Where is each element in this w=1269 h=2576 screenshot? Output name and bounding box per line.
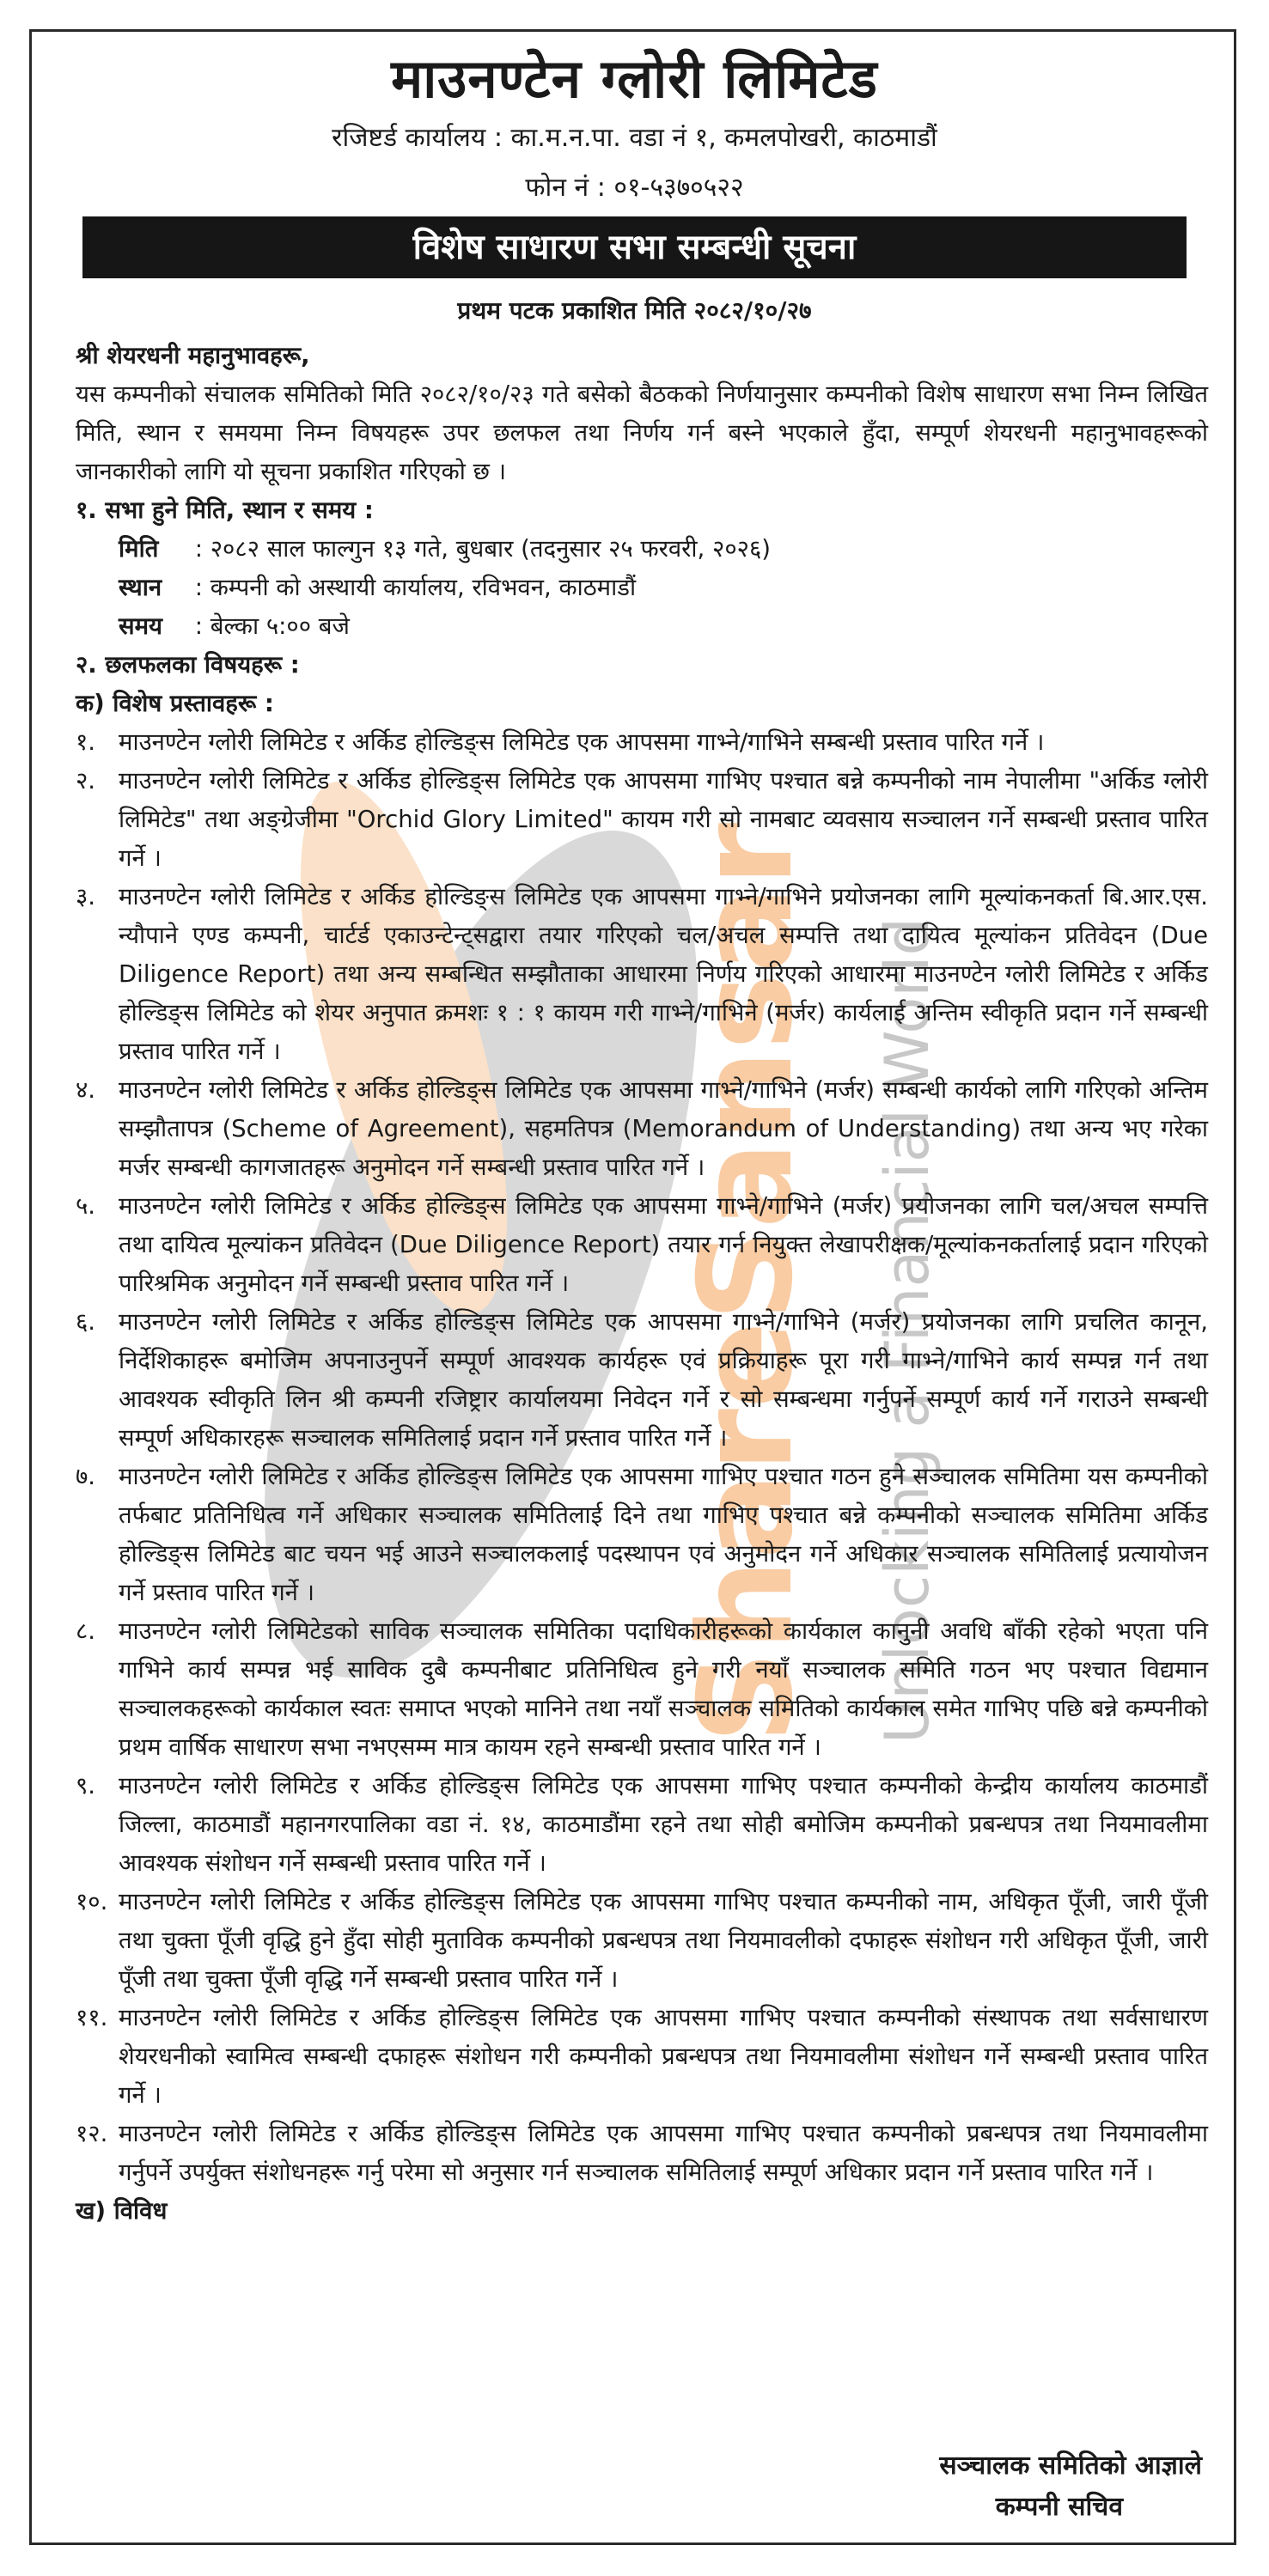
resolution-number: ९. [76, 1772, 96, 1800]
resolution-item [76, 1071, 1208, 1187]
resolution-item [76, 1999, 1208, 2115]
meeting-date-value: : २०८२ साल फाल्गुन १३ गते, बुधबार (तदनुसार २५ फरवरी, २०२६) [194, 535, 771, 563]
resolution-item [76, 1303, 1208, 1458]
resolution-number: ६. [76, 1308, 96, 1336]
resolution-text: माउनण्टेन ग्लोरी लिमिटेड र अर्किड होल्डिङ्स लिमिटेड एक आपसमा गाभिए पश्चात कम्पनीको केन्द्रीय कार्यालय काठमाडौं जिल्ला, काठमाडौं महानगरपालिका वडा नं. १४, काठमाडौंमा रहने तथा सोही बमोजिम कम्पनीको प्रबन्धपत्र तथा नियमावलीमा आवश्यक संशोधन गर्ने सम्बन्धी प्रस्ताव पारित गर्ने । [119, 1772, 1208, 1877]
publication-date: प्रथम पटक प्रकाशित मिति २०८२/१०/२७ [457, 296, 812, 325]
resolution-text: माउनण्टेन ग्लोरी लिमिटेड र अर्किड होल्डिङ्स लिमिटेड एक आपसमा गाभिए पश्चात बन्ने कम्पनीको नाम नेपालीमा "अर्किड ग्लोरी लिमिटेड" तथा अङ्ग्रेजीमा "Orchid Glory Limited" कायम गरी सो नामबाट व्यवसाय सञ्चालन गर्ने सम्बन्धी प्रस्ताव पारित गर्ने । [119, 767, 1208, 872]
resolution-item [76, 762, 1208, 878]
notice-title-banner: विशेष साधारण सभा सम्बन्धी सूचना [82, 216, 1187, 278]
meeting-date-label: मिति [119, 535, 159, 563]
registered-address: रजिष्टर्ड कार्यालय : का.म.न.पा. वडा नं १, कमलपोखरी, काठमाडौं [332, 123, 937, 153]
resolution-text: माउनण्टेन ग्लोरी लिमिटेड र अर्किड होल्डिङ्स लिमिटेड एक आपसमा गाभ्ने/गाभिने (मर्जर) सम्बन्धी कार्यको लागि गरिएको अन्तिम सम्झौतापत्र (Scheme of Agreement), सहमतिपत्र (Memorandum of Understanding) तथा अन्य भए गरेका मर्जर सम्बन्धी कागजातहरू अनुमोदन गर्ने सम्बन्धी प्रस्ताव पारित गर्ने । [119, 1076, 1208, 1181]
intro-paragraph: यस कम्पनीको संचालक समितिको मिति २०८२/१०/२३ गते बसेको बैठकको निर्णयानुसार कम्पनीको विशेष साधारण सभा निम्न लिखित मिति, स्थान र समयमा निम्न विषयहरू उपर छलफल तथा निर्णय गर्न बस्ने भएकाले हुँदा, सम्पूर्ण शेयरधनी महानुभावहरूको जानकारीको लागि यो सूचना प्रकाशित गरिएको छ । [76, 381, 1208, 485]
section-2-heading: २. छलफलका विषयहरू : [76, 651, 300, 679]
resolution-item [76, 878, 1208, 1071]
resolution-text: माउनण्टेन ग्लोरी लिमिटेड र अर्किड होल्डिङ्स लिमिटेड एक आपसमा गाभिए पश्चात गठन हुने सञ्चालक समितिमा यस कम्पनीको तर्फबाट प्रतिनिधित्व गर्ने अधिकार सञ्चालक समितिलाई दिने तथा गाभिए पश्चात बन्ने कम्पनीको सञ्चालक समितिमा अर्किड होल्डिङ्स लिमिटेड बाट चयन भई आउने सञ्चालकलाई पदस्थापन एवं अनुमोदन गर्ने अधिकार सञ्चालक समितिलाई प्रत्यायोजन गर्ने प्रस्ताव पारित गर्ने । [119, 1463, 1208, 1606]
resolution-number: १२. [76, 2120, 108, 2147]
resolution-text: माउनण्टेन ग्लोरी लिमिटेड र अर्किड होल्डिङ्स लिमिटेड एक आपसमा गाभ्ने/गाभिने प्रयोजनका लागि मूल्यांकनकर्ता बि.आर.एस. न्यौपाने एण्ड कम्पनी, चार्टर्ड एकाउन्टेन्ट्सद्वारा तयार गरिएको चल/अचल सम्पत्ति तथा दायित्व मूल्यांकन प्रतिवेदन (Due Diligence Report) तथा अन्य सम्बन्धित सम्झौताका आधारमा निर्णय गरिएको आधारमा माउनण्टेन ग्लोरी लिमिटेड र अर्किड होल्डिङ्स लिमिटेड को शेयर अनुपात क्रमशः १ : १ कायम गरी गाभ्ने/गाभिने (मर्जर) कार्यलाई अन्तिम स्वीकृति प्रदान गर्ने सम्बन्धी प्रस्ताव पारित गर्ने । [119, 883, 1208, 1065]
resolution-number: ५. [76, 1192, 96, 1220]
resolution-number: ४. [76, 1076, 96, 1104]
resolution-item [76, 2115, 1208, 2192]
misc-heading: ख) विविध [76, 2197, 168, 2225]
meeting-time-label: समय [119, 612, 162, 640]
company-name: माउनण्टेन ग्लोरी लिमिटेड [391, 47, 878, 110]
resolution-text: माउनण्टेन ग्लोरी लिमिटेड र अर्किड होल्डिङ्स लिमिटेड एक आपसमा गाभ्ने/गाभिने (मर्जर) प्रयोजनका लागि प्रचलित कानून, निर्देशिकाहरू बमोजिम अपनाउनुपर्ने सम्पूर्ण आवश्यक कार्यहरू एवं प्रक्रियाहरू पूरा गरी गाभ्ने/गाभिने कार्य सम्पन्न गर्न तथा आवश्यक स्वीकृति लिन श्री कम्पनी रजिष्ट्रार कार्यालयमा निवेदन गर्ने र सो सम्बन्धमा गर्नुपर्ने सम्पूर्ण कार्य गर्ने गराउने सम्बन्धी सम्पूर्ण अधिकारहरू सञ्चालक समितिलाई प्रदान गर्ने प्रस्ताव पारित गर्ने । [119, 1308, 1208, 1452]
resolution-text: माउनण्टेन ग्लोरी लिमिटेड र अर्किड होल्डिङ्स लिमिटेड एक आपसमा गाभिए पश्चात कम्पनीको प्रबन्धपत्र तथा नियमावलीमा गर्नुपर्ने उपर्युक्त संशोधनहरू गर्नु परेमा सो अनुसार गर्न सञ्चालक समितिलाई सम्पूर्ण अधिकार प्रदान गर्ने प्रस्ताव पारित गर्ने । [119, 2120, 1208, 2186]
resolution-number: ७. [76, 1463, 96, 1490]
meeting-time-row [76, 607, 1208, 646]
signature-line-order: सञ्चालक समितिको आज्ञाले [939, 2451, 1202, 2481]
resolution-item [76, 1767, 1208, 1883]
resolution-text: माउनण्टेन ग्लोरी लिमिटेड र अर्किड होल्डिङ्स लिमिटेड एक आपसमा गाभिए पश्चात कम्पनीको नाम, अधिकृत पूँजी, जारी पूँजी तथा चुक्ता पूँजी वृद्धि हुने हुँदा सोही मुताविक कम्पनीको प्रबन्धपत्र तथा नियमावलीको दफाहरू संशोधन गरी अधिकृत पूँजी, जारी पूँजी तथा चुक्ता पूँजी वृद्धि गर्ने सम्बन्धी प्रस्ताव पारित गर्ने । [119, 1888, 1208, 1993]
resolution-item [76, 1612, 1208, 1767]
watermark-tagline-text: Unlocking a Financial World [872, 917, 943, 1744]
resolution-number: ३. [76, 883, 96, 910]
meeting-place-label: स्थान [119, 574, 162, 601]
resolution-list [76, 723, 1208, 2192]
meeting-date-row [76, 530, 1208, 569]
resolution-text: माउनण्टेन ग्लोरी लिमिटेडको साविक सञ्चालक समितिका पदाधिकारीहरूको कार्यकाल कानुनी अवधि बाँकी रहेको भएता पनि गाभिने कार्य सम्पन्न भई साविक दुबै कम्पनीबाट प्रतिनिधित्व हुने गरी नयाँ सञ्चालक समिति गठन भए पश्चात विद्यमान सञ्चालकहरूको कार्यकाल स्वतः समाप्त भएको मानिने तथा नयाँ सञ्चालक समितिको कार्यकाल समेत गाभिए पछि बन्ने कम्पनीको प्रथम वार्षिक साधारण सभा नभएसम्म मात्र कायम रहने सम्बन्धी प्रस्ताव पारित गर्ने । [119, 1617, 1208, 1761]
signature-company-secretary: कम्पनी सचिव [995, 2492, 1123, 2522]
meeting-place-value: : कम्पनी को अस्थायी कार्यालय, रविभवन, काठमाडौं [194, 574, 637, 601]
resolution-item [76, 723, 1208, 762]
resolution-number: ११. [76, 2004, 108, 2031]
resolution-item [76, 1883, 1208, 1999]
greeting: श्री शेयरधनी महानुभावहरू, [76, 342, 310, 369]
meeting-place-row [76, 569, 1208, 607]
resolution-item [76, 1458, 1208, 1612]
resolution-text: माउनण्टेन ग्लोरी लिमिटेड र अर्किड होल्डिङ्स लिमिटेड एक आपसमा गाभिए पश्चात कम्पनीको संस्थापक तथा सर्वसाधारण शेयरधनीको स्वामित्व सम्बन्धी दफाहरू संशोधन गरी कम्पनीको प्रबन्धपत्र तथा नियमावलीमा संशोधन गर्ने सम्बन्धी प्रस्ताव पारित गर्ने । [119, 2004, 1208, 2109]
section-1-heading: १. सभा हुने मिति, स्थान र समय : [76, 496, 374, 524]
resolution-number: १. [76, 728, 96, 756]
meeting-time-value: : बेल्का ५:०० बजे [194, 612, 350, 640]
resolution-text: माउनण्टेन ग्लोरी लिमिटेड र अर्किड होल्डिङ्स लिमिटेड एक आपसमा गाभ्ने/गाभिने (मर्जर) प्रयोजनका लागि चल/अचल सम्पत्ति तथा दायित्व मूल्यांकन प्रतिवेदन (Due Diligence Report) तयार गर्न नियुक्त लेखापरीक्षक/मूल्यांकनकर्तालाई प्रदान गरिएको पारिश्रमिक अनुमोदन गर्ने सम्बन्धी प्रस्ताव पारित गर्ने । [119, 1192, 1208, 1297]
resolution-number: १०. [76, 1888, 108, 1915]
resolution-number: ८. [76, 1617, 96, 1645]
special-resolutions-heading: क) विशेष प्रस्तावहरू : [76, 690, 274, 717]
resolution-text: माउनण्टेन ग्लोरी लिमिटेड र अर्किड होल्डिङ्स लिमिटेड एक आपसमा गाभ्ने/गाभिने सम्बन्धी प्रस्ताव पारित गर्ने । [119, 728, 1045, 756]
notice-body [76, 337, 1208, 2231]
resolution-item [76, 1187, 1208, 1303]
resolution-number: २. [76, 767, 96, 795]
watermark-brand-text: ShareSansar [672, 822, 821, 1744]
phone-number: फोन नं : ०१-५३७०५२२ [525, 173, 744, 203]
